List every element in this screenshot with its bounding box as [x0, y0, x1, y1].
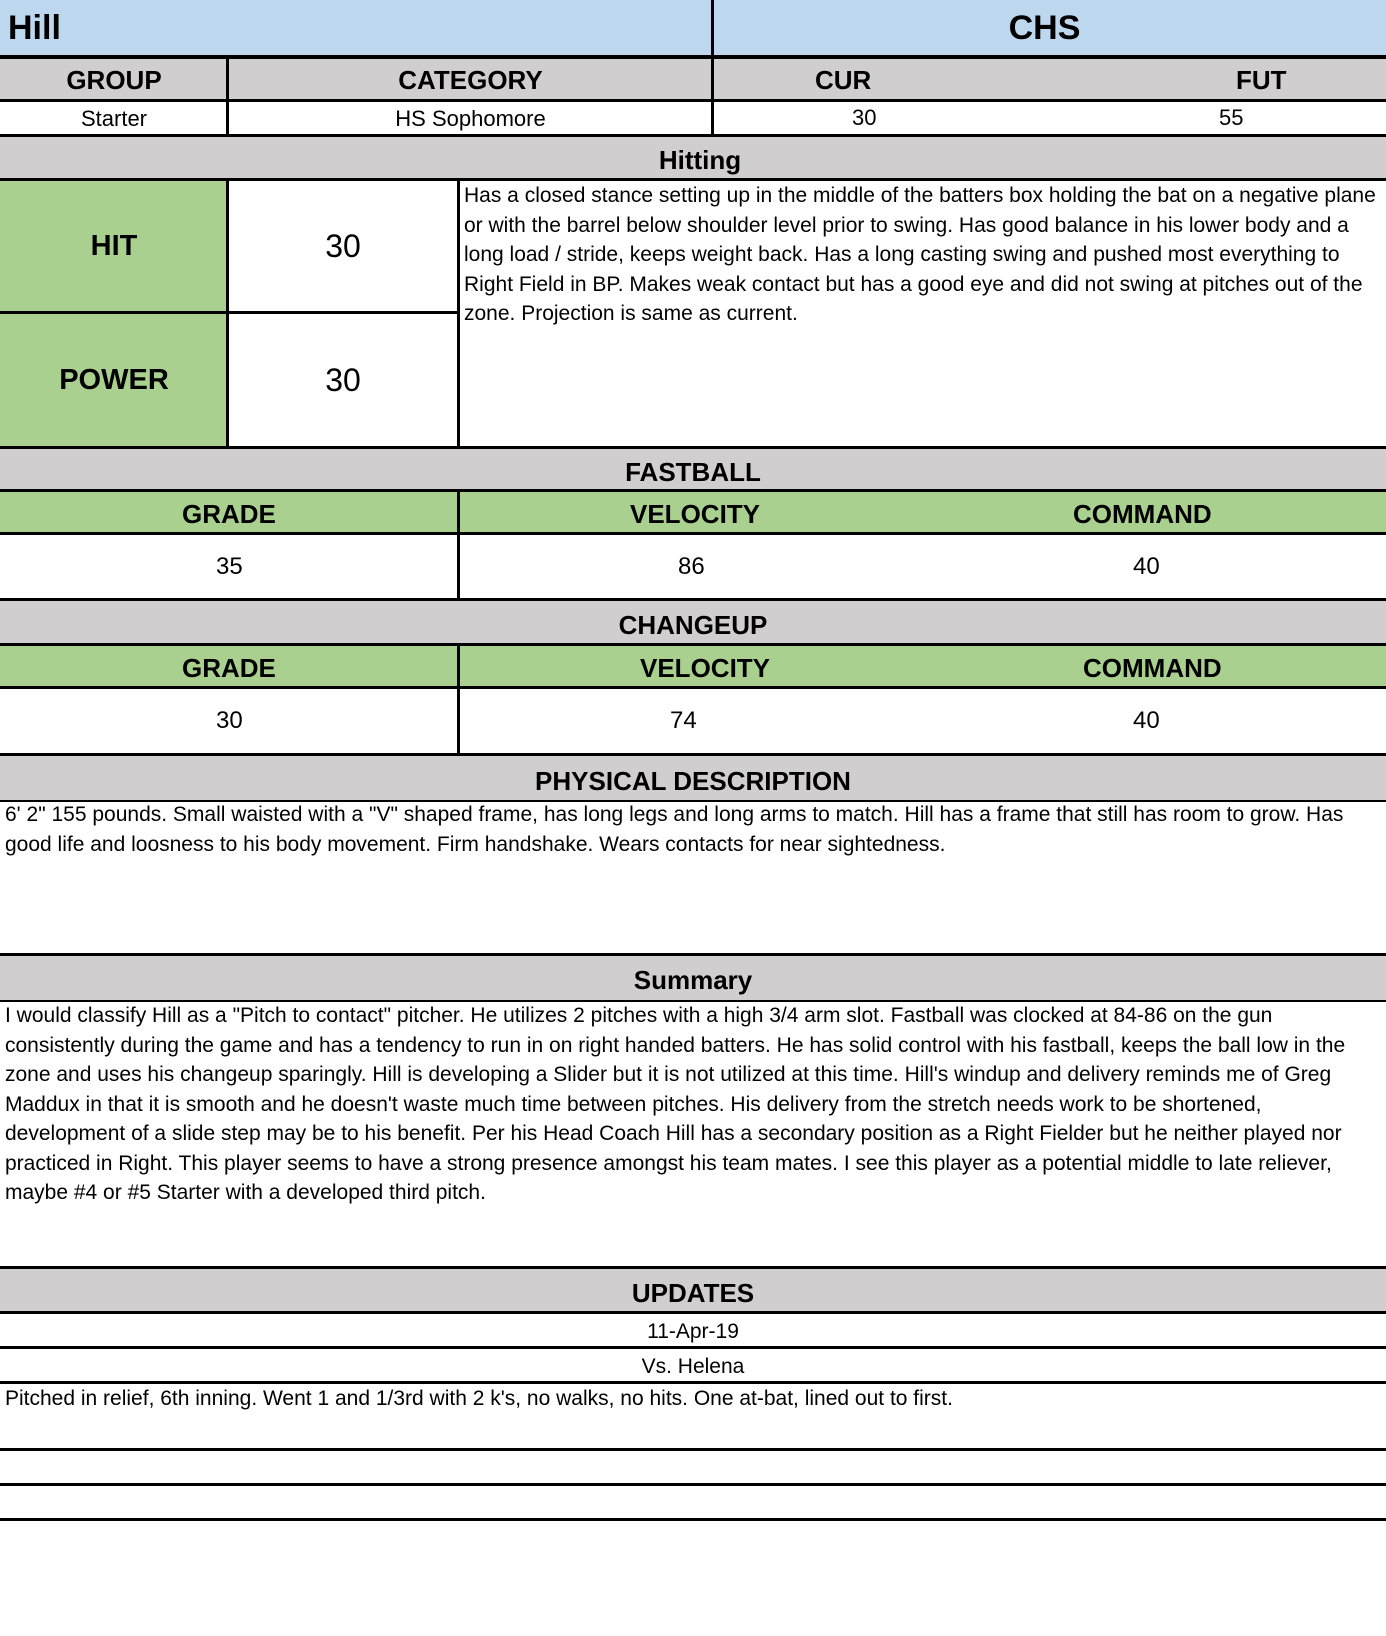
rule-update-opponent-bottom	[0, 1381, 1386, 1384]
rule-physical-title-bottom	[0, 800, 1386, 802]
hitting-title-cell	[0, 135, 1386, 179]
player-name-cell[interactable]	[0, 0, 713, 57]
hitting-title: Hitting	[658, 144, 742, 175]
hit-label: HIT	[90, 229, 138, 262]
update-date: 11-Apr-19	[647, 1319, 739, 1343]
rule-hitting-title-bottom	[0, 178, 1386, 181]
group-value: Starter	[80, 105, 148, 131]
changeup-labels-row	[0, 645, 1386, 687]
hitting-notes[interactable]: Has a closed stance setting up in the middle of the batters box holding the bat on a negative plane or with the barrel below shoulder level prior to swing. Has good balance in his lower body and a long load / stride, keeps weight back. Has a long casting swing and pushed most everything to Right Field in BP. Makes weak contact but has a good eye and did not swing at pitches out of the zone. Projection is same as current.	[464, 184, 1376, 325]
rule-fastball-title-bottom	[0, 489, 1386, 492]
changeup-values-row[interactable]	[0, 687, 1386, 755]
hit-value: 30	[325, 227, 361, 264]
rule-update-row-1-bottom	[0, 1483, 1386, 1486]
rule-update-row-2-bottom	[0, 1518, 1386, 1521]
group-label: GROUP	[66, 65, 162, 95]
power-value-cell[interactable]	[228, 313, 458, 447]
group-label-cell	[0, 57, 228, 100]
rule-changeup-divider	[457, 645, 460, 755]
rule-hitting-bottom	[0, 446, 1386, 449]
player-name: Hill	[8, 9, 61, 47]
rule-summary-title-bottom	[0, 1000, 1386, 1002]
fastball-velocity-value: 86	[678, 553, 705, 580]
update-opponent: Vs. Helena	[641, 1354, 745, 1378]
category-value-cell[interactable]	[228, 100, 713, 135]
hit-value-cell[interactable]	[228, 179, 458, 313]
rule-hit-label-divider	[226, 179, 229, 447]
update-note[interactable]: Pitched in relief, 6th inning. Went 1 and 1/3rd with 2 k's, no walks, no hits. One at-bat, lined out to first.	[5, 1387, 953, 1410]
rule-changeup-title-bottom	[0, 643, 1386, 646]
category-label-cell	[228, 57, 713, 100]
rule-fastball-divider	[457, 491, 460, 599]
changeup-title: CHANGEUP	[618, 609, 768, 640]
rule-updates-title-bottom	[0, 1311, 1386, 1314]
fut-value: 55	[1219, 105, 1244, 130]
physical-title-cell	[0, 755, 1386, 801]
school-name: CHS	[1008, 9, 1081, 47]
power-label-cell	[0, 313, 228, 447]
cur-fut-value-cell[interactable]	[713, 100, 1386, 135]
power-value: 30	[325, 361, 361, 398]
update-opponent-cell[interactable]	[0, 1347, 1386, 1382]
changeup-grade-value: 30	[216, 707, 243, 734]
changeup-velocity-value: 74	[670, 707, 697, 734]
summary-title-cell	[0, 955, 1386, 1000]
update-empty-row-1[interactable]	[0, 1450, 1386, 1485]
summary-title: Summary	[633, 965, 753, 995]
changeup-title-cell	[0, 599, 1386, 645]
fastball-values-row[interactable]	[0, 533, 1386, 599]
fastball-velocity-label: VELOCITY	[630, 499, 761, 529]
physical-title: PHYSICAL DESCRIPTION	[535, 765, 851, 796]
rule-changeup-labels-bottom	[0, 686, 1386, 689]
fastball-title-cell	[0, 447, 1386, 491]
fastball-command-label: COMMAND	[1073, 499, 1212, 529]
updates-title: UPDATES	[631, 1277, 755, 1308]
category-label: CATEGORY	[398, 65, 543, 95]
cur-fut-label-cell	[713, 57, 1386, 100]
fastball-command-value: 40	[1133, 553, 1160, 580]
fastball-grade-label: GRADE	[182, 499, 276, 529]
rule-update-note-bottom	[0, 1448, 1386, 1451]
rule-fastball-values-bottom	[0, 598, 1386, 601]
rule-info-values-bottom	[0, 134, 1386, 137]
cur-value: 30	[852, 105, 877, 130]
rule-summary-bottom	[0, 1266, 1386, 1269]
rule-fastball-labels-bottom	[0, 532, 1386, 535]
changeup-grade-label: GRADE	[182, 653, 276, 683]
fastball-title: FASTBALL	[625, 456, 761, 487]
school-cell[interactable]	[713, 0, 1386, 57]
category-value: HS Sophomore	[395, 105, 546, 131]
changeup-velocity-label: VELOCITY	[640, 653, 771, 683]
cur-label: CUR	[815, 65, 872, 95]
fastball-labels-row	[0, 491, 1386, 533]
summary-text[interactable]: I would classify Hill as a "Pitch to contact" pitcher. He utilizes 2 pitches with a high 3/4 arm slot. Fastball was clocked at 84-86 on the gun consistently during the game and has a tendency to run in on right handed batters. He has solid control with his fastball, keeps the ball low in the zone and uses his changeup sparingly. Hill is developing a Slider but it is not utilized at this time. Hill's windup and delivery reminds me of Greg Maddux in that it is smooth and he doesn't waste much time between pitches. His delivery from the stretch needs work to be shortened, development of a slide step may be to his benefit. Per his Head Coach Hill has a secondary position as a Right Fielder but he neither played nor practiced in Right. This player seems to have a strong presence amongst his team mates. I see this player as a potential middle to late reliever, maybe #4 or #5 Starter with a developed third pitch.	[5, 1004, 1346, 1204]
update-date-cell[interactable]	[0, 1312, 1386, 1347]
rule-update-date-bottom	[0, 1346, 1386, 1349]
hit-label-cell	[0, 179, 228, 313]
changeup-command-value: 40	[1133, 707, 1160, 734]
rule-changeup-values-bottom	[0, 753, 1386, 756]
physical-description-text[interactable]: 6' 2" 155 pounds. Small waisted with a "V" shaped frame, has long legs and long arms to match. Hill has a frame that still has room to grow. Has good life and loosness to his body movement. Firm handshake. Wears contacts for near sightedness.	[5, 803, 1344, 856]
updates-title-cell	[0, 1268, 1386, 1312]
update-empty-row-3[interactable]	[0, 1520, 1386, 1636]
fut-label: FUT	[1236, 65, 1287, 95]
fastball-grade-value: 35	[216, 553, 243, 580]
rule-group-category-divider	[226, 57, 229, 135]
group-value-cell[interactable]	[0, 100, 228, 135]
update-empty-row-2[interactable]	[0, 1485, 1386, 1520]
changeup-command-label: COMMAND	[1083, 653, 1222, 683]
rule-physical-bottom	[0, 953, 1386, 956]
rule-hit-power-divider	[0, 311, 460, 314]
rule-header-divider	[711, 0, 714, 135]
rule-header-bottom	[0, 55, 1386, 59]
rule-info-labels-bottom	[0, 99, 1386, 102]
rule-hit-notes-divider	[457, 179, 460, 447]
power-label: POWER	[59, 363, 169, 396]
